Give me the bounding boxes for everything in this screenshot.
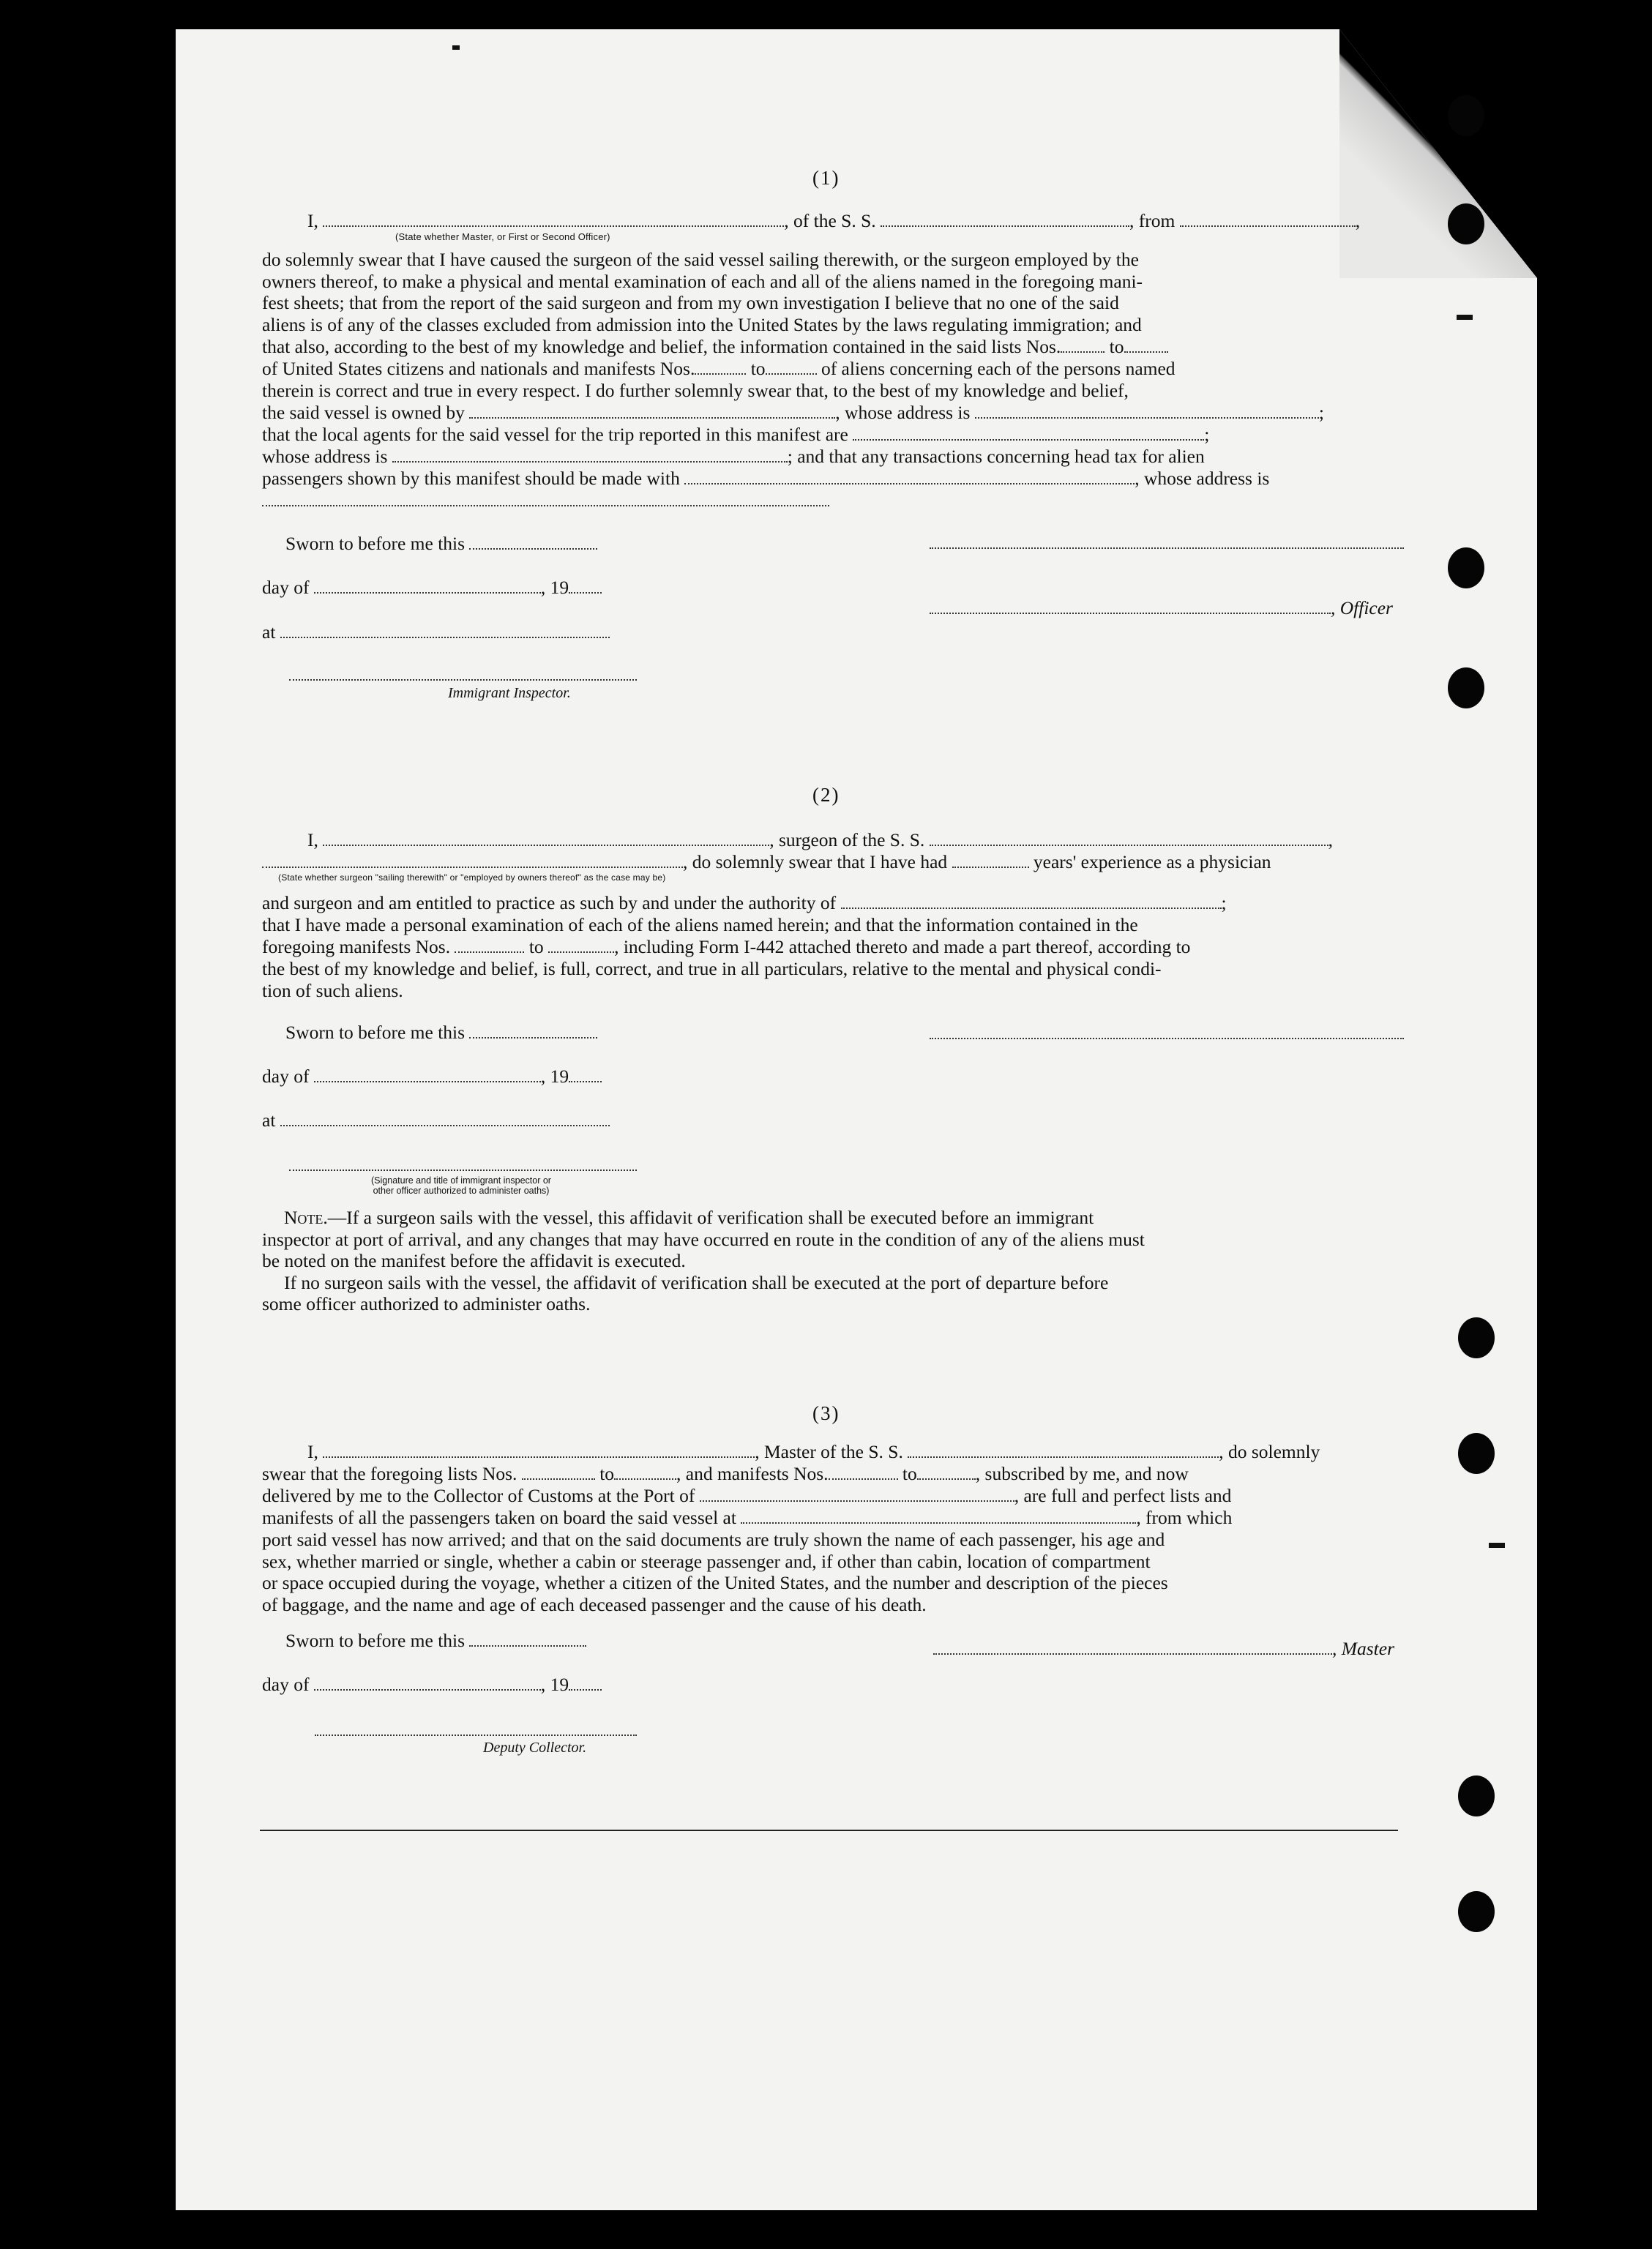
- section-2-number: (2): [812, 784, 840, 806]
- agents-blank[interactable]: [853, 426, 1204, 441]
- section-3-line-3: delivered by me to the Collector of Customs at the Port of , are full and perfect lists and: [262, 1485, 1232, 1506]
- state-whether-caption: (State whether Master, or First or Second Officer): [395, 231, 610, 242]
- officer-name-blank[interactable]: [930, 599, 1331, 614]
- master-name-blank[interactable]: [323, 212, 784, 227]
- agents-address-blank[interactable]: [392, 448, 788, 463]
- section-3-lists-to-blank[interactable]: [614, 1465, 676, 1480]
- punch-hole: [1458, 1891, 1495, 1932]
- inspector-signature-line-1[interactable]: [289, 679, 637, 681]
- signature-title-caption: (Signature and title of immigrant inspector or other officer authorized to administer oaths): [371, 1175, 551, 1196]
- section-1-line-correct: therein is correct and true in every respect. I do further solemnly swear that, to the best of my knowledge and belief,: [262, 380, 1129, 401]
- lists-from-blank[interactable]: [1061, 338, 1105, 353]
- section-1-line-lists: that also, according to the best of my knowledge and belief, the information contained in the said lists Nos. to: [262, 336, 1168, 358]
- years-blank[interactable]: [952, 853, 1029, 868]
- day-of-blank-3[interactable]: [314, 1676, 541, 1691]
- day-of-blank-1[interactable]: [314, 579, 541, 594]
- section-2-line-7: tion of such aliens.: [262, 980, 403, 1001]
- section-1-line-agents: that the local agents for the said vessel for the trip reported in this manifest are ;: [262, 424, 1210, 445]
- year-blank-3[interactable]: [569, 1676, 602, 1691]
- section-3-day-of: day of , 19: [262, 1674, 602, 1696]
- manifests-to-blank[interactable]: [766, 360, 817, 375]
- section-1-at: at: [262, 621, 610, 643]
- section-2-line-3: and surgeon and am entitled to practice as such by and under the authority of ;: [262, 892, 1227, 913]
- head-tax-address-blank[interactable]: [262, 505, 829, 506]
- folded-corner: [1339, 29, 1537, 278]
- section-3-master-signature: , Master: [933, 1638, 1394, 1660]
- scan-mark: [1489, 1543, 1505, 1548]
- deputy-collector-caption: Deputy Collector.: [483, 1740, 587, 1756]
- section-2-line-2: , do solemnly swear that I have had years' experience as a physician: [262, 851, 1271, 873]
- punch-hole: [1448, 95, 1484, 136]
- surgeon-signature-line[interactable]: [930, 1038, 1404, 1039]
- at-blank-1[interactable]: [280, 624, 610, 638]
- owner-address-blank[interactable]: [975, 404, 1319, 419]
- surgeon-state-caption: (State whether surgeon "sailing therewith" or "employed by owners thereof" as the case may be): [278, 872, 666, 883]
- section-2-sworn: Sworn to before me this: [285, 1022, 597, 1044]
- section-3-number: (3): [812, 1402, 840, 1424]
- punch-hole: [1448, 203, 1484, 244]
- scan-mark: [1457, 315, 1473, 320]
- surgeon-manifests-from-blank[interactable]: [455, 938, 524, 953]
- section-1-line-headtax: passengers shown by this manifest should be made with , whose address is: [262, 468, 1270, 489]
- section-2-line-1: I, , surgeon of the S. S. ,: [307, 829, 1334, 850]
- section-2-day-of: day of , 19: [262, 1066, 602, 1088]
- section-2-line-6: the best of my knowledge and belief, is full, correct, and true in all particulars, relative to the mental and physical condi-: [262, 958, 1162, 979]
- section-1-day-of: day of , 19: [262, 577, 602, 599]
- section-2-at: at: [262, 1109, 610, 1131]
- immigrant-inspector-caption: Immigrant Inspector.: [448, 685, 571, 701]
- section-3-line-2: swear that the foregoing lists Nos. to , and manifests Nos. to , subscribed by me, and now: [262, 1463, 1189, 1484]
- punch-hole: [1448, 547, 1484, 588]
- owner-blank[interactable]: [469, 404, 835, 419]
- section-3-line-1: I, , Master of the S. S. , do solemnly: [307, 1441, 1320, 1462]
- surgeon-note: Note.—If a surgeon sails with the vessel, this affidavit of verification shall be executed before an immigrant inspector at port of arrival, and any changes that may have occurred en route in the condition of any of the aliens must be noted on the manifest before the affidavit is executed. If no surgeon sails with the vessel, the affidavit of verification shall be executed at the port of departure before some officer authorized to administer oaths.: [262, 1207, 1145, 1315]
- section-3-line-4: manifests of all the passengers taken on board the said vessel at , from which: [262, 1507, 1233, 1528]
- surgeon-manifests-to-blank[interactable]: [548, 938, 614, 953]
- port-blank[interactable]: [700, 1487, 1014, 1502]
- section-1-line-manifests: of United States citizens and nationals and manifests Nos. to of aliens concerning each of the persons named: [262, 358, 1176, 379]
- manifests-from-blank[interactable]: [695, 360, 746, 375]
- deputy-collector-signature-line[interactable]: [315, 1735, 637, 1736]
- sworn-date-blank-2[interactable]: [469, 1024, 597, 1039]
- year-blank-2[interactable]: [569, 1068, 602, 1082]
- section-2-line-4: that I have made a personal examination of each of the aliens named herein; and that the information contained in the: [262, 914, 1138, 935]
- section-3-ship-blank[interactable]: [908, 1443, 1219, 1458]
- section-2-line-5: foregoing manifests Nos. to , including Form I-442 attached thereto and made a part thereof, according to: [262, 936, 1191, 957]
- day-of-blank-2[interactable]: [314, 1068, 541, 1082]
- officer-signature-line[interactable]: [930, 547, 1404, 549]
- section-3-sworn: Sworn to before me this: [285, 1630, 586, 1652]
- section-1-line-1: I, , of the S. S. , from ,: [307, 210, 1361, 231]
- section-3-manifests-from-blank[interactable]: [829, 1465, 898, 1480]
- head-tax-party-blank[interactable]: [684, 470, 1135, 484]
- surgeon-status-blank[interactable]: [262, 853, 683, 868]
- sworn-date-blank-1[interactable]: [469, 535, 597, 550]
- section-1-oath-text: do solemnly swear that I have caused the surgeon of the said vessel sailing therewith, or the surgeon employed by the owners thereof, to make a physical and mental examination of each and all of the aliens named in the foregoing mani- fest sheets; that from the report of the said surgeon and from my own investigation I believe that no one of the said aliens is of any of the classes excluded from admission into the United States by the laws regulating immigration; and: [262, 249, 1143, 335]
- year-blank-1[interactable]: [569, 579, 602, 594]
- punch-hole: [1458, 1433, 1495, 1474]
- section-1-sworn: Sworn to before me this: [285, 533, 597, 555]
- lists-to-blank[interactable]: [1124, 338, 1168, 353]
- punch-hole: [1458, 1775, 1495, 1816]
- bottom-rule: [260, 1830, 1398, 1831]
- at-blank-2[interactable]: [280, 1112, 610, 1126]
- section-1-line-address: whose address is ; and that any transactions concerning head tax for alien: [262, 446, 1205, 467]
- from-port-blank[interactable]: [1180, 212, 1356, 227]
- boarding-port-blank[interactable]: [741, 1509, 1136, 1524]
- section-3-manifests-to-blank[interactable]: [917, 1465, 976, 1480]
- section-3-oath-text: port said vessel has now arrived; and that on the said documents are truly shown the name of each passenger, his age and sex, whether married or single, whether a cabin or steerage passenger and, if other than cabin, location of compartment or space occupied during the voyage, whether a citizen of the United States, and the number and description of the pieces of baggage, and the name and age of each deceased passenger and the cause of his death.: [262, 1529, 1168, 1615]
- sworn-date-blank-3[interactable]: [469, 1632, 586, 1647]
- inspector-signature-line-2[interactable]: [289, 1170, 637, 1171]
- section-1-officer: , Officer: [930, 597, 1393, 619]
- punch-hole: [1458, 1317, 1495, 1358]
- master-signature-line[interactable]: [933, 1640, 1332, 1655]
- surgeon-ship-blank[interactable]: [930, 831, 1328, 846]
- surgeon-name-blank[interactable]: [323, 831, 769, 846]
- section-3-master-blank[interactable]: [323, 1443, 755, 1458]
- ship-name-blank[interactable]: [881, 212, 1129, 227]
- section-1-line-owned: the said vessel is owned by , whose address is ;: [262, 402, 1324, 423]
- punch-hole: [1448, 667, 1484, 708]
- section-1-number: (1): [812, 167, 840, 189]
- authority-blank[interactable]: [841, 894, 1222, 909]
- scan-mark: [452, 45, 460, 50]
- section-3-lists-from-blank[interactable]: [522, 1465, 595, 1480]
